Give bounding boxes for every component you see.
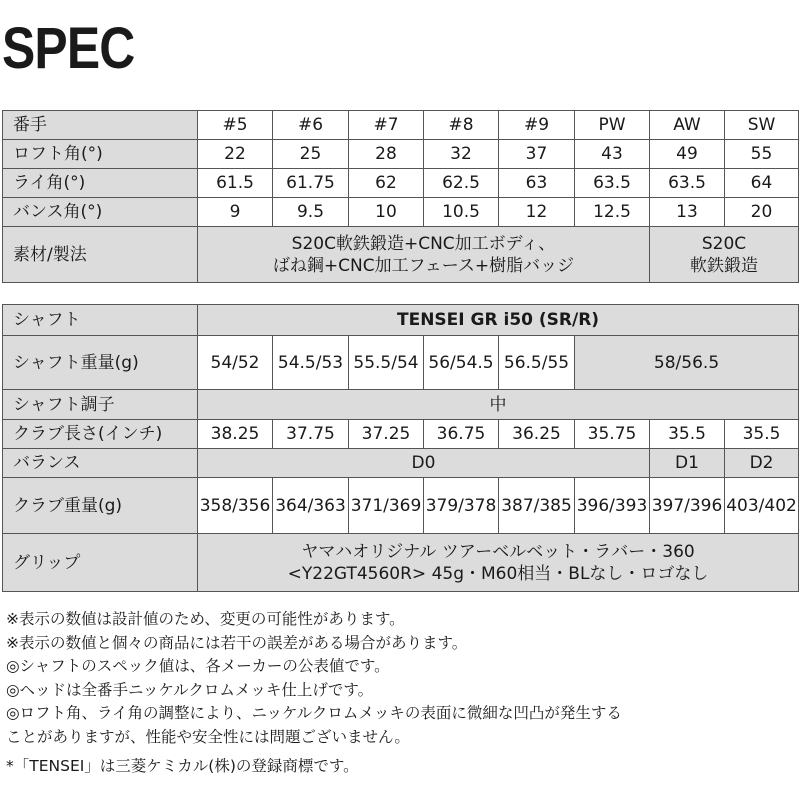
table-cell: 61.5 (198, 169, 273, 198)
row-label: シャフト調子 (3, 390, 198, 420)
material-wedge-line2: 軟鉄鍛造 (690, 255, 758, 276)
note-line: ◎ロフト角、ライ角の調整により、ニッケルクロムメッキの表面に微細な凹凸が発生する (6, 704, 622, 722)
table-cell: 35.75 (575, 420, 650, 449)
note-line: ◎シャフトのスペック値は、各メーカーの公表値です。 (6, 657, 390, 675)
balance-aw-value: D1 (650, 449, 725, 478)
table-cell: 49 (650, 140, 725, 169)
table-cell: 25 (273, 140, 349, 169)
row-label: ライ角(°) (3, 169, 198, 198)
table-cell: 58/56.5 (575, 336, 799, 390)
shaft-table (2, 304, 799, 592)
table-cell: 10 (349, 198, 424, 227)
header-cell: #7 (349, 111, 424, 140)
row-label: シャフト重量(g) (3, 336, 198, 390)
shaft-value: TENSEI GR i50 (SR/R) (198, 305, 799, 336)
table-cell: 35.5 (650, 420, 725, 449)
header-row (3, 111, 799, 140)
table-cell: 55.5/54 (349, 336, 424, 390)
row-label: クラブ重量(g) (3, 478, 198, 534)
bounce-row (3, 198, 799, 227)
note-line: ことがありますが、性能や安全性には問題ございません。 (6, 727, 410, 746)
header-cell: AW (650, 111, 725, 140)
table-cell: 13 (650, 198, 725, 227)
table-cell: 64 (725, 169, 799, 198)
table-cell: 28 (349, 140, 424, 169)
balance-sw-value: D2 (725, 449, 799, 478)
table-cell: 10.5 (424, 198, 499, 227)
shaft-weight-row (3, 336, 799, 390)
table-cell: 38.25 (198, 420, 273, 449)
table-cell: 9 (198, 198, 273, 227)
material-row (3, 227, 799, 283)
header-cell: #9 (499, 111, 575, 140)
club-weight-row (3, 478, 799, 534)
spec-table (2, 110, 799, 283)
material-main-cell (198, 227, 650, 283)
header-cell: 番手 (3, 111, 198, 140)
row-label: 素材/製法 (3, 227, 198, 283)
table-cell: 63 (499, 169, 575, 198)
balance-row (3, 449, 799, 478)
row-label: クラブ長さ(インチ) (3, 420, 198, 449)
balance-main-value: D0 (198, 449, 650, 478)
material-wedge-line1: S20C (701, 233, 747, 254)
header-cell: SW (725, 111, 799, 140)
table-cell: 36.25 (499, 420, 575, 449)
material-main-line2: ばね鋼+CNC加工フェース+樹脂バッジ (272, 255, 575, 276)
shaft-row (3, 305, 799, 336)
grip-line2: <Y22GT4560R> 45g・M60相当・BLなし・ロゴなし (287, 563, 709, 584)
note-line: ※表示の数値と個々の商品には若干の誤差がある場合があります。 (6, 633, 468, 652)
row-label: バンス角(°) (3, 198, 198, 227)
table-cell: 61.75 (273, 169, 349, 198)
row-label: グリップ (3, 534, 198, 592)
table-cell: 403/402 (725, 478, 799, 534)
row-label: バランス (3, 449, 198, 478)
table-cell: 55 (725, 140, 799, 169)
loft-row (3, 140, 799, 169)
page-title: SPEC (2, 16, 135, 81)
flex-value: 中 (198, 390, 799, 420)
note-line: *「TENSEI」は三菱ケミカル(株)の登録商標です。 (6, 757, 359, 775)
flex-row (3, 390, 799, 420)
table-cell: 358/356 (198, 478, 273, 534)
table-cell: 62 (349, 169, 424, 198)
table-cell: 37.75 (273, 420, 349, 449)
material-main-line1: S20C軟鉄鍛造+CNC加工ボディ、 (291, 233, 556, 254)
length-row (3, 420, 799, 449)
table-cell: 364/363 (273, 478, 349, 534)
material-wedge-cell (650, 227, 799, 283)
grip-value (198, 534, 799, 592)
grip-line1: ヤマハオリジナル ツアーベルベット・ラバー・360 (301, 541, 695, 562)
table-cell: 12 (499, 198, 575, 227)
header-cell: #6 (273, 111, 349, 140)
header-cell: PW (575, 111, 650, 140)
table-cell: 62.5 (424, 169, 499, 198)
grip-row (3, 534, 799, 592)
table-cell: 56.5/55 (499, 336, 575, 390)
table-cell: 379/378 (424, 478, 499, 534)
table-cell: 35.5 (725, 420, 799, 449)
table-cell: 37.25 (349, 420, 424, 449)
table-cell: 43 (575, 140, 650, 169)
table-cell: 9.5 (273, 198, 349, 227)
table-cell: 54/52 (198, 336, 273, 390)
table-cell: 396/393 (575, 478, 650, 534)
table-cell: 54.5/53 (273, 336, 349, 390)
table-cell: 32 (424, 140, 499, 169)
row-label: ロフト角(°) (3, 140, 198, 169)
table-cell: 36.75 (424, 420, 499, 449)
table-cell: 37 (499, 140, 575, 169)
table-cell: 63.5 (575, 169, 650, 198)
lie-row (3, 169, 799, 198)
row-label: シャフト (3, 305, 198, 336)
header-cell: #8 (424, 111, 499, 140)
header-cell: #5 (198, 111, 273, 140)
note-line: ◎ヘッドは全番手ニッケルクロムメッキ仕上げです。 (6, 680, 374, 699)
table-cell: 397/396 (650, 478, 725, 534)
table-cell: 63.5 (650, 169, 725, 198)
table-cell: 12.5 (575, 198, 650, 227)
table-cell: 371/369 (349, 478, 424, 534)
table-cell: 387/385 (499, 478, 575, 534)
note-line: ※表示の数値は設計値のため、変更の可能性があります。 (6, 610, 405, 628)
table-cell: 56/54.5 (424, 336, 499, 390)
notes (6, 608, 622, 779)
table-cell: 22 (198, 140, 273, 169)
table-cell: 20 (725, 198, 799, 227)
